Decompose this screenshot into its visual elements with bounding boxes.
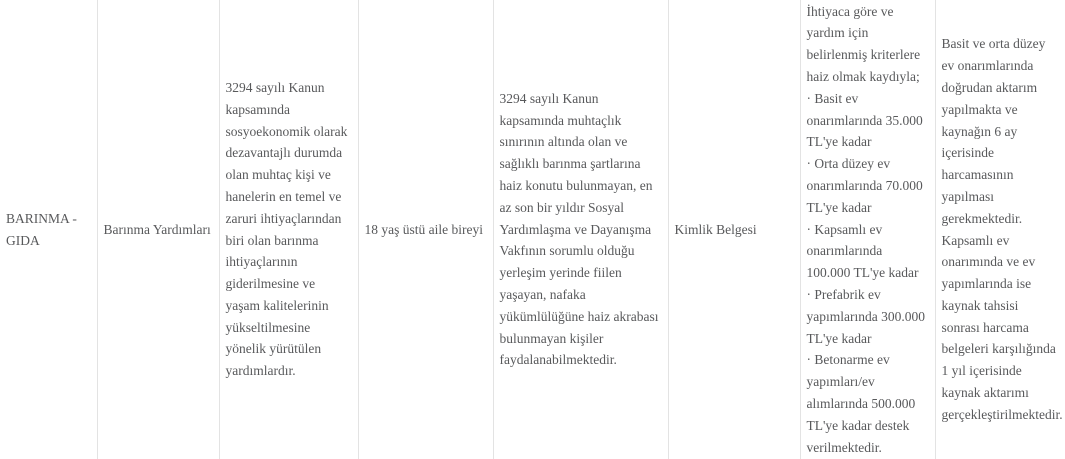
cell-payment (935, 0, 1065, 459)
payment-text: Basit ve orta düzey ev onarımlarında doğrudan aktarım yapılmakta ve kaynağın 6 ay içerisinde harcamasının yapılması gerekmektedir. Kapsamlı ev onarımında ve ev yapımlarında ise kaynak tahsisi sonrası harcama belgeleri karşılığında 1 yıl içerisinde kaynak aktarımı gerçekleştirilmektedir. (941, 36, 1063, 422)
category-label: BARINMA - GIDA (6, 210, 77, 248)
eligibility-text: 18 yaş üstü aile bireyi (364, 221, 483, 237)
amount-item-kapsamli: · Kapsamlı ev onarımlarında 100.000 TL'ye kadar (806, 221, 919, 281)
program-label: Barınma Yardımları (103, 221, 211, 237)
cell-documents (668, 0, 800, 459)
beneficiaries-text: 3294 sayılı Kanun kapsamında muhtaçlık sınırının altında olan ve sağlıklı barınma şartlarına haiz konutu bulunmayan, en az son bir yıldır Sosyal Yardımlaşma ve Dayanışma Vakfının sorumlu olduğu yerleşim yerinde fiilen yaşayan, nafaka yükümlülüğüne haiz akrabası bulunmayan kişiler faydalanabilmektedir. (499, 90, 659, 368)
amount-item-basit: · Basit ev onarımlarında 35.000 TL'ye kadar (806, 90, 923, 150)
cell-description (219, 0, 358, 459)
amount-item-prefabrik: · Prefabrik ev yapımlarında 300.000 TL'ye kadar (806, 286, 925, 346)
amount-item-betonarme: · Betonarme ev yapımları/ev alımlarında 500.000 TL'ye kadar destek verilmektedir. (806, 352, 916, 455)
amount-item-orta: · Orta düzey ev onarımlarında 70.000 TL'ye kadar (806, 156, 923, 215)
description-text: 3294 sayılı Kanun kapsamında sosyoekonomik olarak dezavantajlı durumda olan muhtaç kişi ve hanelerin en temel ve zaruri ihtiyaçlarından biri olan barınma ihtiyaçlarının giderilmesine ve yaşam kalitelerinin yükseltilmesine yönelik yürütülen yardımlardır. (225, 79, 348, 379)
amounts-intro: İhtiyaca göre ve yardım için belirlenmiş kriterlere haiz olmak kaydıyla; (806, 3, 921, 85)
cell-category (0, 0, 97, 459)
cell-program (97, 0, 219, 459)
cell-eligibility (358, 0, 493, 459)
documents-text: Kimlik Belgesi (674, 221, 757, 237)
cell-amounts (800, 0, 935, 459)
cell-beneficiaries (493, 0, 668, 459)
